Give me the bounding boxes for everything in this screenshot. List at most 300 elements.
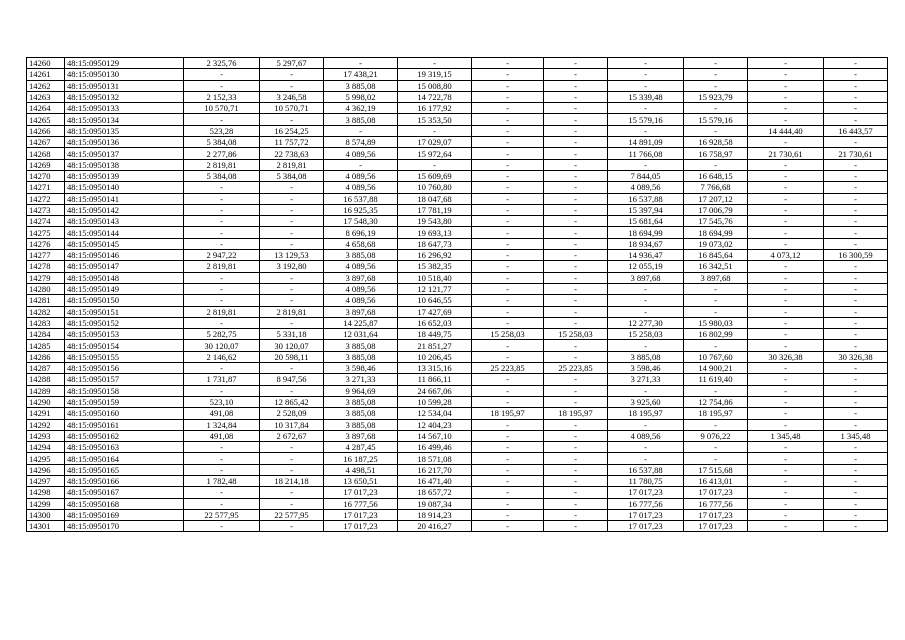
value-4-min-cell: 14 936,47 xyxy=(608,250,684,261)
value-5-min-cell: - xyxy=(748,521,824,532)
value-5-min-cell: - xyxy=(748,261,824,272)
value-4-min-cell: 18 934,67 xyxy=(608,238,684,249)
cadastral-number-cell: 48:15:0950137 xyxy=(65,148,184,159)
value-1-max-cell: 13 129,53 xyxy=(260,250,324,261)
cadastral-number-cell: 48:15:0950144 xyxy=(65,227,184,238)
table-row xyxy=(27,159,888,170)
value-1-min-cell: 2 819,81 xyxy=(184,306,260,317)
value-5-min-cell: 21 730,61 xyxy=(748,148,824,159)
value-4-max-cell: 18 694,99 xyxy=(684,227,748,238)
value-5-max-cell: - xyxy=(824,487,888,498)
value-5-max-cell: - xyxy=(824,80,888,91)
value-2-max-cell: 18 647,73 xyxy=(398,238,472,249)
cadastral-number-cell: 48:15:0950147 xyxy=(65,261,184,272)
value-5-max-cell: - xyxy=(824,317,888,328)
value-1-max-cell: - xyxy=(260,521,324,532)
value-2-min-cell: 16 777,56 xyxy=(324,498,398,509)
value-3-max-cell: - xyxy=(544,238,608,249)
table-row xyxy=(27,170,888,181)
value-3-max-cell: - xyxy=(544,340,608,351)
value-1-max-cell: - xyxy=(260,453,324,464)
value-2-min-cell: 17 017,23 xyxy=(324,521,398,532)
value-4-min-cell: 17 017,23 xyxy=(608,487,684,498)
value-3-min-cell: - xyxy=(472,351,544,362)
row-number-cell: 14273 xyxy=(27,204,65,215)
value-1-max-cell: - xyxy=(260,283,324,294)
value-2-min-cell: 4 089,56 xyxy=(324,182,398,193)
value-1-min-cell: 10 570,71 xyxy=(184,103,260,114)
value-4-min-cell: 15 681,64 xyxy=(608,216,684,227)
value-3-min-cell: - xyxy=(472,204,544,215)
value-5-max-cell: - xyxy=(824,114,888,125)
table-row xyxy=(27,283,888,294)
value-4-max-cell: 17 017,23 xyxy=(684,487,748,498)
value-4-min-cell: 15 339,48 xyxy=(608,91,684,102)
value-1-max-cell: - xyxy=(260,227,324,238)
value-1-min-cell: - xyxy=(184,216,260,227)
value-2-min-cell: 3 885,08 xyxy=(324,250,398,261)
value-5-min-cell: - xyxy=(748,464,824,475)
table-row xyxy=(27,272,888,283)
value-2-max-cell: 10 206,45 xyxy=(398,351,472,362)
table-row xyxy=(27,475,888,486)
value-4-max-cell: 17 207,12 xyxy=(684,193,748,204)
value-3-max-cell: - xyxy=(544,442,608,453)
value-4-max-cell: - xyxy=(684,295,748,306)
value-5-min-cell: - xyxy=(748,283,824,294)
value-5-min-cell: - xyxy=(748,170,824,181)
value-1-min-cell: 523,28 xyxy=(184,125,260,136)
value-2-max-cell: - xyxy=(398,125,472,136)
value-3-max-cell: - xyxy=(544,227,608,238)
row-number-cell: 14279 xyxy=(27,272,65,283)
value-3-min-cell: - xyxy=(472,193,544,204)
value-2-min-cell: 17 017,23 xyxy=(324,509,398,520)
value-1-max-cell: 12 865,42 xyxy=(260,396,324,407)
value-2-max-cell: 17 427,69 xyxy=(398,306,472,317)
value-2-min-cell: - xyxy=(324,159,398,170)
value-2-max-cell: 18 914,23 xyxy=(398,509,472,520)
value-4-max-cell: - xyxy=(684,442,748,453)
value-2-max-cell: 15 609,69 xyxy=(398,170,472,181)
row-number-cell: 14269 xyxy=(27,159,65,170)
value-5-max-cell: - xyxy=(824,159,888,170)
row-number-cell: 14264 xyxy=(27,103,65,114)
value-2-min-cell: 3 885,08 xyxy=(324,80,398,91)
value-4-max-cell: - xyxy=(684,453,748,464)
row-number-cell: 14301 xyxy=(27,521,65,532)
row-number-cell: 14289 xyxy=(27,385,65,396)
table-row xyxy=(27,498,888,509)
value-4-max-cell: 16 342,51 xyxy=(684,261,748,272)
value-1-max-cell: - xyxy=(260,80,324,91)
value-2-min-cell: 12 031,64 xyxy=(324,329,398,340)
value-5-min-cell: 14 444,40 xyxy=(748,125,824,136)
row-number-cell: 14286 xyxy=(27,351,65,362)
cadastral-number-cell: 48:15:0950167 xyxy=(65,487,184,498)
value-2-min-cell: 4 089,56 xyxy=(324,170,398,181)
value-4-max-cell: 16 928,58 xyxy=(684,137,748,148)
value-1-max-cell: 5 297,67 xyxy=(260,58,324,69)
table-row xyxy=(27,521,888,532)
value-5-min-cell: - xyxy=(748,272,824,283)
value-3-max-cell: - xyxy=(544,80,608,91)
value-2-min-cell: 9 964,69 xyxy=(324,385,398,396)
row-number-cell: 14288 xyxy=(27,374,65,385)
value-3-min-cell: - xyxy=(472,453,544,464)
value-5-max-cell: - xyxy=(824,58,888,69)
value-5-max-cell: - xyxy=(824,193,888,204)
value-2-max-cell: 10 518,40 xyxy=(398,272,472,283)
value-2-max-cell: 12 534,04 xyxy=(398,408,472,419)
value-1-min-cell: 30 120,07 xyxy=(184,340,260,351)
row-number-cell: 14268 xyxy=(27,148,65,159)
value-3-max-cell: - xyxy=(544,521,608,532)
value-4-min-cell: 15 258,03 xyxy=(608,329,684,340)
value-3-min-cell: - xyxy=(472,283,544,294)
value-4-min-cell: 17 017,23 xyxy=(608,509,684,520)
row-number-cell: 14263 xyxy=(27,91,65,102)
value-5-max-cell: - xyxy=(824,182,888,193)
value-2-max-cell: 10 599,28 xyxy=(398,396,472,407)
value-3-max-cell: - xyxy=(544,114,608,125)
value-5-min-cell: - xyxy=(748,103,824,114)
value-3-max-cell: - xyxy=(544,170,608,181)
row-number-cell: 14281 xyxy=(27,295,65,306)
value-1-max-cell: 22 577,95 xyxy=(260,509,324,520)
value-4-max-cell: 10 767,60 xyxy=(684,351,748,362)
value-2-min-cell: 4 089,56 xyxy=(324,295,398,306)
value-1-min-cell: 2 146,62 xyxy=(184,351,260,362)
value-1-max-cell: - xyxy=(260,487,324,498)
value-2-min-cell: 3 885,08 xyxy=(324,114,398,125)
value-2-min-cell: 4 658,68 xyxy=(324,238,398,249)
table-row xyxy=(27,261,888,272)
value-2-max-cell: 18 571,08 xyxy=(398,453,472,464)
value-5-max-cell: 16 443,57 xyxy=(824,125,888,136)
cadastral-number-cell: 48:15:0950160 xyxy=(65,408,184,419)
row-number-cell: 14278 xyxy=(27,261,65,272)
value-4-max-cell: - xyxy=(684,385,748,396)
value-3-max-cell: - xyxy=(544,69,608,80)
value-2-max-cell: 19 543,80 xyxy=(398,216,472,227)
value-2-max-cell: 21 851,27 xyxy=(398,340,472,351)
value-2-max-cell: 10 760,80 xyxy=(398,182,472,193)
value-2-max-cell: 15 008,80 xyxy=(398,80,472,91)
value-1-max-cell: 3 192,80 xyxy=(260,261,324,272)
value-1-min-cell: 523,10 xyxy=(184,396,260,407)
value-5-min-cell: - xyxy=(748,408,824,419)
value-2-max-cell: 16 177,92 xyxy=(398,103,472,114)
table-row xyxy=(27,453,888,464)
value-2-max-cell: 24 667,06 xyxy=(398,385,472,396)
value-2-min-cell: 3 885,08 xyxy=(324,408,398,419)
cadastral-number-cell: 48:15:0950131 xyxy=(65,80,184,91)
cadastral-number-cell: 48:15:0950142 xyxy=(65,204,184,215)
value-3-min-cell: - xyxy=(472,103,544,114)
row-number-cell: 14285 xyxy=(27,340,65,351)
value-1-min-cell: - xyxy=(184,238,260,249)
value-2-min-cell: 17 017,23 xyxy=(324,487,398,498)
value-2-min-cell: 3 897,68 xyxy=(324,430,398,441)
value-3-max-cell: - xyxy=(544,261,608,272)
cadastral-number-cell: 48:15:0950141 xyxy=(65,193,184,204)
table-row xyxy=(27,295,888,306)
value-4-min-cell: 18 195,97 xyxy=(608,408,684,419)
table-row xyxy=(27,69,888,80)
value-5-min-cell: - xyxy=(748,114,824,125)
value-2-max-cell: 16 217,70 xyxy=(398,464,472,475)
value-1-min-cell: 2 152,33 xyxy=(184,91,260,102)
value-5-max-cell: - xyxy=(824,419,888,430)
value-1-min-cell: 5 384,08 xyxy=(184,137,260,148)
value-5-min-cell: - xyxy=(748,509,824,520)
value-5-min-cell: - xyxy=(748,498,824,509)
value-5-max-cell: - xyxy=(824,204,888,215)
value-1-min-cell: - xyxy=(184,385,260,396)
value-1-min-cell: 2 819,81 xyxy=(184,261,260,272)
value-1-min-cell: - xyxy=(184,227,260,238)
table-row xyxy=(27,329,888,340)
cadastral-number-cell: 48:15:0950152 xyxy=(65,317,184,328)
value-4-min-cell: - xyxy=(608,419,684,430)
value-5-min-cell: - xyxy=(748,396,824,407)
value-4-min-cell: - xyxy=(608,125,684,136)
value-3-min-cell: - xyxy=(472,250,544,261)
value-2-min-cell: 3 897,68 xyxy=(324,306,398,317)
value-1-min-cell: 5 384,08 xyxy=(184,170,260,181)
value-2-min-cell: 3 885,08 xyxy=(324,419,398,430)
value-4-max-cell: 16 758,97 xyxy=(684,148,748,159)
value-3-min-cell: - xyxy=(472,475,544,486)
value-1-min-cell: 22 577,95 xyxy=(184,509,260,520)
value-3-max-cell: - xyxy=(544,475,608,486)
value-1-min-cell: - xyxy=(184,453,260,464)
value-4-min-cell: 15 579,16 xyxy=(608,114,684,125)
value-4-max-cell: 17 515,68 xyxy=(684,464,748,475)
cadastral-number-cell: 48:15:0950157 xyxy=(65,374,184,385)
value-3-max-cell: - xyxy=(544,396,608,407)
table-row xyxy=(27,193,888,204)
value-1-min-cell: 491,08 xyxy=(184,408,260,419)
value-5-max-cell: - xyxy=(824,363,888,374)
value-4-min-cell: 16 777,56 xyxy=(608,498,684,509)
value-2-min-cell: 14 225,87 xyxy=(324,317,398,328)
value-5-max-cell: - xyxy=(824,453,888,464)
value-3-min-cell: 15 258,03 xyxy=(472,329,544,340)
value-2-max-cell: 16 296,92 xyxy=(398,250,472,261)
value-4-min-cell: 16 537,88 xyxy=(608,464,684,475)
value-1-min-cell: - xyxy=(184,283,260,294)
value-1-min-cell: 2 819,81 xyxy=(184,159,260,170)
value-4-min-cell: 12 055,19 xyxy=(608,261,684,272)
cadastral-number-cell: 48:15:0950140 xyxy=(65,182,184,193)
value-3-max-cell: - xyxy=(544,306,608,317)
table-row xyxy=(27,351,888,362)
value-4-min-cell: 3 271,33 xyxy=(608,374,684,385)
cadastral-number-cell: 48:15:0950136 xyxy=(65,137,184,148)
table-row xyxy=(27,396,888,407)
value-4-min-cell: 11 780,75 xyxy=(608,475,684,486)
value-5-min-cell: - xyxy=(748,204,824,215)
cadastral-number-cell: 48:15:0950164 xyxy=(65,453,184,464)
row-number-cell: 14296 xyxy=(27,464,65,475)
value-2-min-cell: 3 271,33 xyxy=(324,374,398,385)
value-4-max-cell: - xyxy=(684,283,748,294)
value-4-max-cell: - xyxy=(684,306,748,317)
value-2-min-cell: 3 885,08 xyxy=(324,340,398,351)
value-5-min-cell: - xyxy=(748,58,824,69)
row-number-cell: 14291 xyxy=(27,408,65,419)
cadastral-number-cell: 48:15:0950134 xyxy=(65,114,184,125)
value-2-max-cell: 10 646,55 xyxy=(398,295,472,306)
value-5-max-cell: - xyxy=(824,137,888,148)
value-4-max-cell: - xyxy=(684,159,748,170)
cadastral-number-cell: 48:15:0950129 xyxy=(65,58,184,69)
value-1-max-cell: 18 214,18 xyxy=(260,475,324,486)
table-row xyxy=(27,385,888,396)
value-4-max-cell: - xyxy=(684,125,748,136)
row-number-cell: 14276 xyxy=(27,238,65,249)
value-5-max-cell: 16 300,59 xyxy=(824,250,888,261)
value-5-max-cell: - xyxy=(824,498,888,509)
cadastral-number-cell: 48:15:0950130 xyxy=(65,69,184,80)
value-4-max-cell: 16 802,99 xyxy=(684,329,748,340)
value-4-max-cell: 16 648,15 xyxy=(684,170,748,181)
value-2-max-cell: 19 087,34 xyxy=(398,498,472,509)
value-5-min-cell: - xyxy=(748,91,824,102)
value-4-max-cell: 15 980,03 xyxy=(684,317,748,328)
value-3-max-cell: - xyxy=(544,385,608,396)
table-row xyxy=(27,419,888,430)
value-3-min-cell: - xyxy=(472,442,544,453)
value-2-max-cell: 16 652,03 xyxy=(398,317,472,328)
cadastral-number-cell: 48:15:0950148 xyxy=(65,272,184,283)
value-2-min-cell: 16 537,88 xyxy=(324,193,398,204)
value-5-max-cell: - xyxy=(824,216,888,227)
value-5-max-cell: - xyxy=(824,69,888,80)
table-row xyxy=(27,509,888,520)
value-4-max-cell: 16 413,01 xyxy=(684,475,748,486)
value-3-max-cell: - xyxy=(544,464,608,475)
value-3-min-cell: - xyxy=(472,58,544,69)
row-number-cell: 14262 xyxy=(27,80,65,91)
value-1-max-cell: - xyxy=(260,317,324,328)
value-5-max-cell: - xyxy=(824,329,888,340)
value-3-max-cell: - xyxy=(544,351,608,362)
value-1-min-cell: 2 325,76 xyxy=(184,58,260,69)
value-4-min-cell: - xyxy=(608,80,684,91)
cadastral-number-cell: 48:15:0950133 xyxy=(65,103,184,114)
cadastral-number-cell: 48:15:0950169 xyxy=(65,509,184,520)
value-5-min-cell: - xyxy=(748,238,824,249)
value-2-max-cell: 20 416,27 xyxy=(398,521,472,532)
value-3-min-cell: - xyxy=(472,385,544,396)
cadastral-number-cell: 48:15:0950153 xyxy=(65,329,184,340)
value-5-max-cell: - xyxy=(824,261,888,272)
value-1-min-cell: - xyxy=(184,204,260,215)
value-4-max-cell: 19 073,02 xyxy=(684,238,748,249)
value-1-min-cell: - xyxy=(184,69,260,80)
value-5-min-cell: - xyxy=(748,182,824,193)
value-3-min-cell: - xyxy=(472,295,544,306)
value-1-max-cell: 2 819,81 xyxy=(260,306,324,317)
row-number-cell: 14290 xyxy=(27,396,65,407)
value-1-max-cell: 8 947,56 xyxy=(260,374,324,385)
cadastral-number-cell: 48:15:0950150 xyxy=(65,295,184,306)
value-4-min-cell: 11 766,08 xyxy=(608,148,684,159)
value-4-max-cell: 9 076,22 xyxy=(684,430,748,441)
value-3-max-cell: - xyxy=(544,250,608,261)
cadastral-number-cell: 48:15:0950170 xyxy=(65,521,184,532)
value-4-min-cell: 18 694,99 xyxy=(608,227,684,238)
value-5-min-cell: - xyxy=(748,69,824,80)
table-row xyxy=(27,250,888,261)
value-1-max-cell: - xyxy=(260,193,324,204)
value-2-min-cell: 17 548,30 xyxy=(324,216,398,227)
value-3-max-cell: - xyxy=(544,91,608,102)
table-row xyxy=(27,114,888,125)
value-4-min-cell: 3 598,46 xyxy=(608,363,684,374)
row-number-cell: 14297 xyxy=(27,475,65,486)
value-2-min-cell: 13 650,51 xyxy=(324,475,398,486)
value-5-max-cell: - xyxy=(824,103,888,114)
value-4-min-cell: 14 891,09 xyxy=(608,137,684,148)
row-number-cell: 14287 xyxy=(27,363,65,374)
value-2-max-cell: 17 029,07 xyxy=(398,137,472,148)
row-number-cell: 14266 xyxy=(27,125,65,136)
value-1-min-cell: - xyxy=(184,521,260,532)
value-3-min-cell: - xyxy=(472,69,544,80)
value-4-min-cell: 4 089,56 xyxy=(608,182,684,193)
value-1-max-cell: 22 738,63 xyxy=(260,148,324,159)
value-5-max-cell: - xyxy=(824,475,888,486)
cadastral-number-cell: 48:15:0950146 xyxy=(65,250,184,261)
value-4-max-cell: - xyxy=(684,419,748,430)
row-number-cell: 14300 xyxy=(27,509,65,520)
value-1-max-cell: - xyxy=(260,69,324,80)
value-5-min-cell: - xyxy=(748,363,824,374)
value-4-min-cell: - xyxy=(608,58,684,69)
value-3-max-cell: - xyxy=(544,498,608,509)
value-4-min-cell: 7 844,05 xyxy=(608,170,684,181)
value-1-min-cell: 1 782,48 xyxy=(184,475,260,486)
value-2-min-cell: 4 089,56 xyxy=(324,283,398,294)
value-5-max-cell: - xyxy=(824,521,888,532)
value-4-max-cell: 15 579,16 xyxy=(684,114,748,125)
value-5-min-cell: - xyxy=(748,216,824,227)
value-2-max-cell: 14 567,10 xyxy=(398,430,472,441)
value-2-max-cell: 12 404,23 xyxy=(398,419,472,430)
value-1-max-cell: 11 757,72 xyxy=(260,137,324,148)
value-4-max-cell: - xyxy=(684,103,748,114)
value-4-max-cell: 15 923,79 xyxy=(684,91,748,102)
row-number-cell: 14295 xyxy=(27,453,65,464)
value-2-max-cell: 18 449,75 xyxy=(398,329,472,340)
value-4-min-cell: - xyxy=(608,159,684,170)
value-5-min-cell: - xyxy=(748,137,824,148)
row-number-cell: 14270 xyxy=(27,170,65,181)
value-1-min-cell: - xyxy=(184,80,260,91)
value-1-min-cell: - xyxy=(184,442,260,453)
value-3-min-cell: - xyxy=(472,159,544,170)
value-4-max-cell: 16 777,56 xyxy=(684,498,748,509)
row-number-cell: 14267 xyxy=(27,137,65,148)
cadastral-number-cell: 48:15:0950138 xyxy=(65,159,184,170)
value-5-min-cell: - xyxy=(748,80,824,91)
row-number-cell: 14280 xyxy=(27,283,65,294)
value-5-min-cell: - xyxy=(748,306,824,317)
